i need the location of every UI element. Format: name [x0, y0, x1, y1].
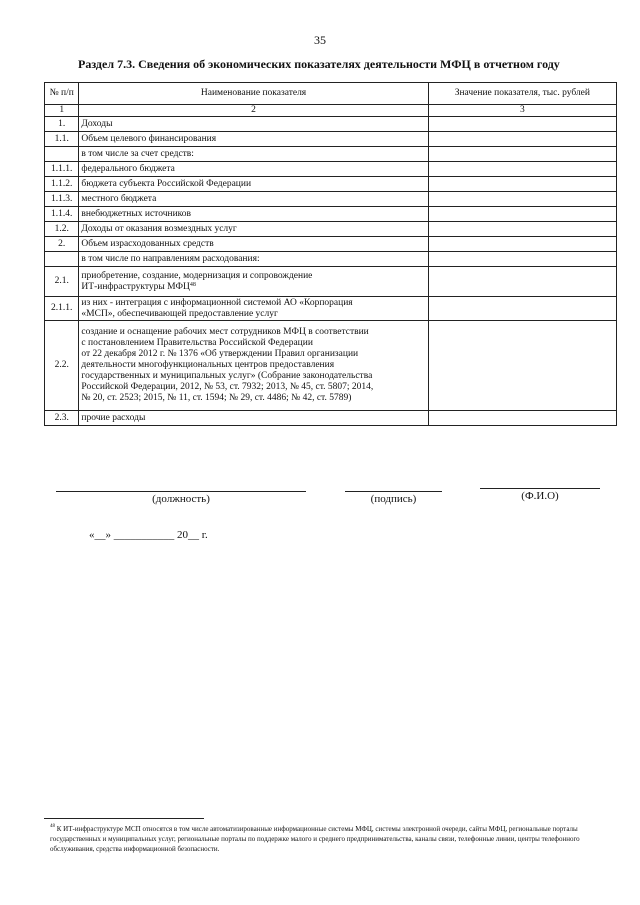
row-number-cell: 2.2.: [45, 321, 79, 411]
row-number-cell: 1.: [45, 117, 79, 132]
row-indicator-name-cell: [79, 237, 428, 252]
signature-line: [345, 491, 442, 492]
row-value-cell: [428, 222, 616, 237]
row-value-cell: [428, 192, 616, 207]
indicator-name-line: [81, 149, 425, 160]
indicator-name-line: [81, 382, 425, 393]
indicator-name-text: деятельности многофункциональных центров предоставления: [81, 360, 335, 370]
indicator-name-line: [81, 194, 425, 205]
index-cell-2: 2: [79, 105, 428, 117]
indicator-name-line: [81, 360, 425, 371]
table-body: [45, 117, 617, 426]
indicator-name-line: [81, 239, 425, 250]
indicator-name-text: Доходы от оказания возмездных услуг: [81, 223, 237, 234]
table-row: [45, 132, 617, 147]
row-value-cell: [428, 132, 616, 147]
row-indicator-name-cell: [79, 297, 428, 321]
indicator-name-text: местного бюджета: [81, 193, 157, 204]
row-indicator-name-cell: [79, 132, 428, 147]
row-value-cell: [428, 117, 616, 132]
indicator-name-line: [81, 393, 425, 404]
indicator-name-line: [81, 309, 425, 320]
full-name-label: (Ф.И.О): [521, 490, 559, 502]
row-indicator-name-cell: [79, 117, 428, 132]
row-value-cell: [428, 252, 616, 267]
indicator-name-line: [81, 338, 425, 349]
indicator-name-line: [81, 119, 425, 130]
row-number-cell: 1.1.3.: [45, 192, 79, 207]
table-row: [45, 192, 617, 207]
page-number: 35: [314, 33, 326, 47]
footnote-reference: 48: [189, 281, 196, 288]
indicator-name-line: [81, 164, 425, 175]
table-row: [45, 177, 617, 192]
row-value-cell: [428, 321, 616, 411]
row-value-cell: [428, 297, 616, 321]
economic-indicators-table: [44, 82, 617, 426]
indicator-name-text: от 22 декабря 2012 г. № 1376 «Об утверждении Правил организации: [81, 349, 359, 359]
indicator-name-text: Российской Федерации, 2012, № 53, ст. 7932; 2013, № 45, ст. 5807; 2014,: [81, 382, 374, 392]
row-indicator-name-cell: [79, 147, 428, 162]
table-row: [45, 117, 617, 132]
indicator-name-line: [81, 413, 425, 424]
indicator-name-text: федерального бюджета: [81, 163, 175, 174]
row-indicator-name-cell: [79, 252, 428, 267]
table-row: [45, 321, 617, 411]
row-number-cell: 2.1.: [45, 267, 79, 297]
table-row: [45, 162, 617, 177]
row-number-cell: 2.: [45, 237, 79, 252]
table-index-row: [45, 105, 617, 117]
row-value-cell: [428, 147, 616, 162]
indicator-name-text: государственных и муниципальных услуг» (Собрание законодательства: [81, 371, 373, 381]
indicator-name-text: из них - интеграция с информационной системой АО «Корпорация: [81, 297, 353, 308]
table-row: [45, 411, 617, 426]
row-value-cell: [428, 411, 616, 426]
page-title: Раздел 7.3. Сведения об экономических показателях деятельности МФЦ в отчетном году: [78, 57, 560, 71]
indicator-name-text: приобретение, создание, модернизация и сопровождение: [81, 270, 313, 281]
row-number-cell: 1.1.2.: [45, 177, 79, 192]
row-indicator-name-cell: [79, 192, 428, 207]
table-row: [45, 237, 617, 252]
indicator-name-line: [81, 209, 425, 220]
position-label: (должность): [152, 493, 210, 505]
row-indicator-name-cell: [79, 222, 428, 237]
indicator-name-text: с постановлением Правительства Российской Федерации: [81, 338, 313, 348]
indicator-name-line: [81, 179, 425, 190]
position-signature-line: [56, 491, 306, 492]
footnote-mark: 48: [50, 824, 55, 829]
date-line: «__» ___________ 20__ г.: [89, 529, 208, 541]
indicator-name-line: [81, 224, 425, 235]
table-row: [45, 252, 617, 267]
row-value-cell: [428, 267, 616, 297]
row-value-cell: [428, 237, 616, 252]
indicator-name-line: [81, 371, 425, 382]
table-row: [45, 222, 617, 237]
table-row: [45, 297, 617, 321]
indicator-name-line: [81, 271, 425, 282]
row-number-cell: [45, 147, 79, 162]
indicator-name-line: [81, 282, 425, 293]
indicator-name-line: [81, 327, 425, 338]
indicator-name-text: прочие расходы: [81, 412, 146, 423]
row-number-cell: 1.2.: [45, 222, 79, 237]
indicator-name-line: [81, 134, 425, 145]
indicator-name-text: Объем израсходованных средств: [81, 238, 214, 249]
row-indicator-name-cell: [79, 411, 428, 426]
signature-label: (подпись): [370, 493, 417, 505]
row-number-cell: 1.1.: [45, 132, 79, 147]
header-number: № п/п: [45, 83, 79, 105]
indicator-name-text: № 20, ст. 2523; 2015, № 11, ст. 1594; № 29, ст. 4486; № 42, ст. 5789): [81, 393, 352, 403]
table-row: [45, 207, 617, 222]
row-number-cell: 1.1.1.: [45, 162, 79, 177]
indicator-name-text: ИТ-инфраструктуры МФЦ: [81, 281, 190, 292]
row-indicator-name-cell: [79, 321, 428, 411]
table-row: [45, 267, 617, 297]
full-name-signature-line: [480, 488, 600, 489]
row-indicator-name-cell: [79, 267, 428, 297]
row-indicator-name-cell: [79, 177, 428, 192]
indicator-name-text: в том числе по направлениям расходования:: [81, 253, 260, 264]
row-number-cell: [45, 252, 79, 267]
row-value-cell: [428, 177, 616, 192]
table-row: [45, 147, 617, 162]
indicator-name-text: внебюджетных источников: [81, 208, 192, 219]
row-number-cell: 2.3.: [45, 411, 79, 426]
indicator-name-text: бюджета субъекта Российской Федерации: [81, 178, 252, 189]
header-indicator-name: Наименование показателя: [79, 83, 428, 105]
indicator-name-text: Доходы: [81, 118, 113, 129]
indicator-name-line: [81, 349, 425, 360]
row-number-cell: 1.1.4.: [45, 207, 79, 222]
indicator-name-line: [81, 298, 425, 309]
indicator-name-text: «МСП», обеспечивающей предоставление услуг: [81, 308, 278, 319]
row-number-cell: 2.1.1.: [45, 297, 79, 321]
row-value-cell: [428, 162, 616, 177]
row-indicator-name-cell: [79, 207, 428, 222]
index-cell-3: 3: [428, 105, 616, 117]
footnote-text: К ИТ-инфраструктуре МСП относятся в том числе автоматизированные информационные системы МФЦ, системы электронной очереди, сайты МФЦ, региональные порталы государственных и муниципальных услуг, региональные порталы по поддержке малого и среднего предпринимательства, каналы связи, телефонные линии, центры телефонного обслуживания, средства информационной безопасности.: [50, 825, 580, 853]
table-header-row: [45, 83, 617, 105]
indicator-name-text: в том числе за счет средств:: [81, 148, 194, 159]
indicator-name-text: создание и оснащение рабочих мест сотрудников МФЦ в соответствии: [81, 327, 369, 337]
header-indicator-value: Значение показателя, тыс. рублей: [428, 83, 616, 105]
footnote: [50, 824, 610, 854]
indicator-name-line: [81, 254, 425, 265]
row-value-cell: [428, 207, 616, 222]
index-cell-1: 1: [45, 105, 79, 117]
footnote-divider: [44, 818, 204, 819]
indicator-name-text: Объем целевого финансирования: [81, 133, 217, 144]
row-indicator-name-cell: [79, 162, 428, 177]
